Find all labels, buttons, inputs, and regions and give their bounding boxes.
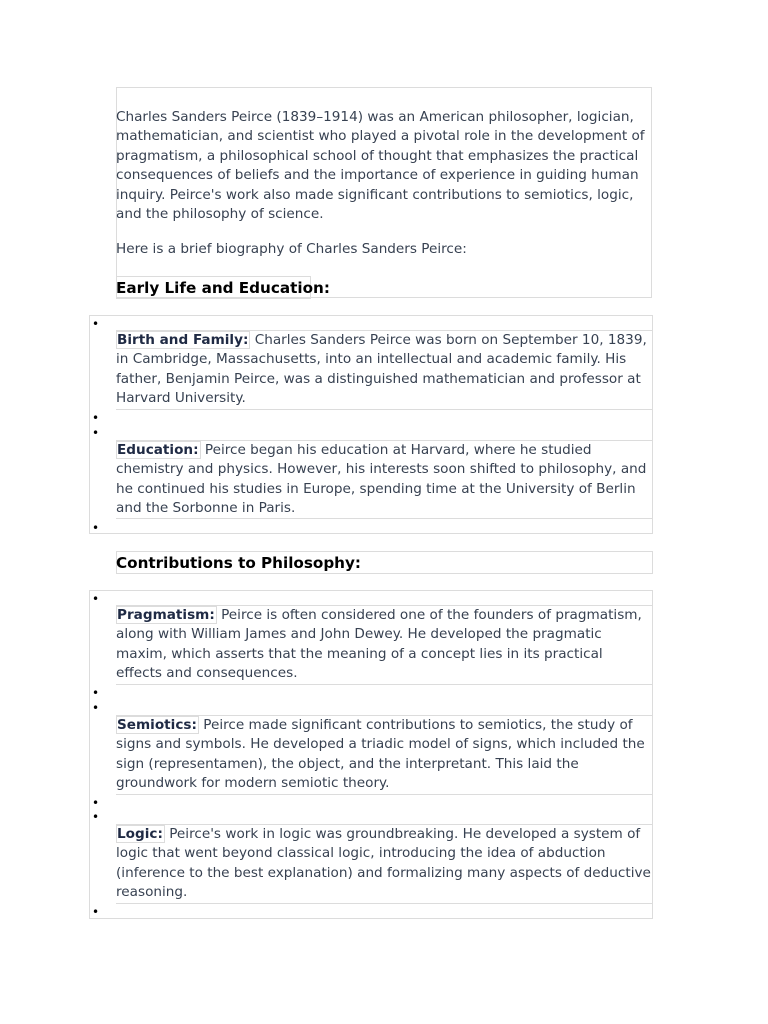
item-term: Education: <box>117 442 199 458</box>
intro-lead-in: Here is a brief biography of Charles Sanders Peirce: <box>116 241 467 257</box>
list-bullet: • <box>92 810 100 824</box>
row-divider <box>116 794 653 795</box>
list-bullet: • <box>92 426 100 440</box>
item-text: Peirce is often considered one of the founders of pragmatism, along with William James and John Dewey. He developed the pragmatic maxim, which asserts that the meaning of a concept lies in its practical effects and consequences. <box>116 607 642 682</box>
row-divider <box>116 409 653 410</box>
item-term: Semiotics: <box>117 717 197 733</box>
item-text: Peirce's work in logic was groundbreaking. He developed a system of logic that went beyond classical logic, introducing the idea of abduction (inference to the best explanation) and formalizing many aspects of deductive reasoning. <box>116 826 651 901</box>
list-bullet: • <box>92 686 100 700</box>
item-text: Peirce began his education at Harvard, where he studied chemistry and physics. However, his interests soon shifted to philosophy, and he continued his studies in Europe, spending time at the University of Berlin and the Sorbonne in Paris. <box>116 442 647 517</box>
list-item-logic <box>116 825 652 903</box>
section-heading-early-life: Early Life and Education: <box>116 279 330 297</box>
list-item-birth-family <box>116 331 652 409</box>
list-item-semiotics <box>116 716 652 794</box>
list-bullet: • <box>92 796 100 810</box>
list-bullet: • <box>92 905 100 919</box>
row-divider <box>116 903 653 904</box>
item-text: Charles Sanders Peirce was born on September 10, 1839, in Cambridge, Massachusetts, into an intellectual and academic family. His father, Benjamin Peirce, was a distinguished mathematician and professor at Harvard University. <box>116 332 647 407</box>
list-item-pragmatism <box>116 606 652 684</box>
item-term: Pragmatism: <box>117 607 215 623</box>
section-heading-contributions: Contributions to Philosophy: <box>116 554 361 572</box>
item-text: Peirce made significant contributions to semiotics, the study of signs and symbols. He developed a triadic model of signs, which included the sign (representamen), the object, and the interpretant. This laid the groundwork for modern semiotic theory. <box>116 717 645 792</box>
list-item-education <box>116 441 652 519</box>
intro-paragraph: Charles Sanders Peirce (1839–1914) was an American philosopher, logician, mathematician, and scientist who played a pivotal role in the development of pragmatism, a philosophical school of thought that emphasizes the practical consequences of beliefs and the importance of experience in guiding human inquiry. Peirce's work also made significant contributions to semiotics, logic, and the philosophy of science. <box>116 109 645 223</box>
list-bullet: • <box>92 592 100 606</box>
item-term: Logic: <box>117 826 163 842</box>
list-bullet: • <box>92 521 100 535</box>
row-divider <box>116 684 653 685</box>
list-bullet: • <box>92 317 100 331</box>
list-bullet: • <box>92 701 100 715</box>
item-term: Birth and Family: <box>117 332 249 348</box>
list-bullet: • <box>92 411 100 425</box>
